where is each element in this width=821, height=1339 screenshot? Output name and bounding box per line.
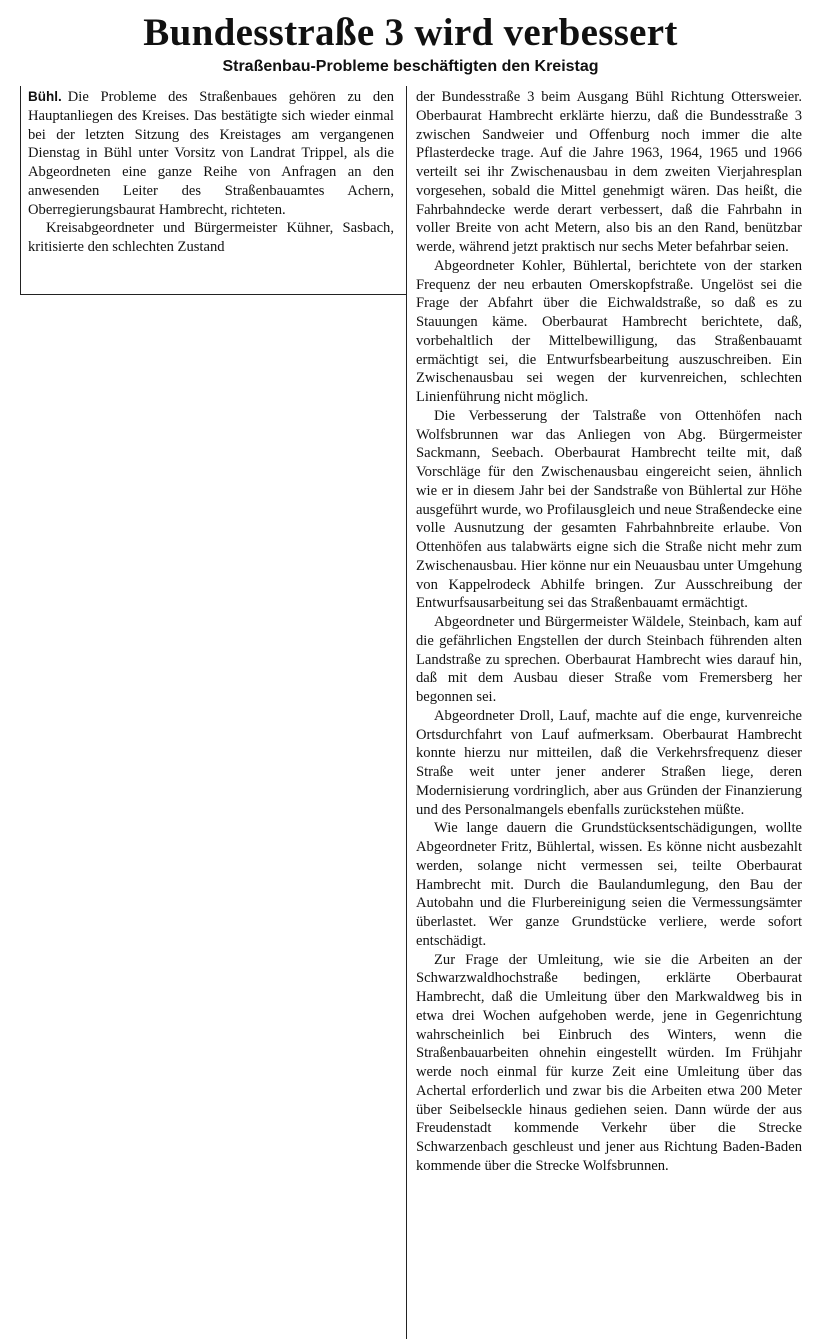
- article-left-column: [28, 88, 394, 257]
- subheadline: Straßenbau-Probleme beschäftigten den Kreistag: [222, 58, 599, 75]
- article-right-column: [416, 88, 802, 1176]
- article-paragraph: Kreisabgeordneter und Bürgermeister Kühner, Sasbach, kritisierte den schlechten Zustand: [28, 220, 394, 255]
- left-column-bottom-rule: [20, 294, 406, 295]
- article-paragraph: Abgeordneter und Bürgermeister Wäldele, Steinbach, kam auf die gefährlichen Engstellen der durch Steinbach führenden alten Landstraße zu sprechen. Oberbaurat Hambrecht wies darauf hin, daß mit dem Ausbau dieser Straße vom Fremersberg her begonnen sei.: [416, 614, 802, 705]
- paragraph-text: Die Probleme des Straßenbaues gehören zu den Hauptanliegen des Kreises. Das bestätigte sich wieder einmal bei der letzten Sitzung des Kreistages am vergangenen Dienstag in Bühl unter Vorsitz von Landrat Trippel, als die Abgeordneten eine ganze Reihe von Anfragen an den anwesenden Leiter des Straßenbauamtes Achern, Oberregierungsbaurat Hambrecht, richteten.: [28, 89, 394, 218]
- article-paragraph: [28, 88, 394, 219]
- column-divider: [406, 86, 407, 1339]
- headline: Bundesstraße 3 wird verbessert: [143, 11, 678, 54]
- dateline: Bühl.: [28, 89, 62, 104]
- article-paragraph: Die Verbesserung der Talstraße von Ottenhöfen nach Wolfsbrunnen war das Anliegen von Abg. Bürgermeister Sackmann, Seebach. Oberbaurat Hambrecht teilte mit, daß Vorschläge für den Zwischenausbau eingereicht seien, ähnlich wie er in diesem Jahr bei der Sandstraße von Bühlertal zur Höhe ausgeführt wurde, wo Profilausgleich und neue Straßendecke eine volle Ausnutzung der gesamten Fahrbahnbreite erlaube. Von Ottenhöfen aus talabwärts eigne sich die Straße nicht mehr zum Zwischenausbau. Hier könne nur ein Neuausbau unter Umgehung von Kappelrodeck Abhilfe bringen. Zur Ausschreibung der Entwurfsausarbeitung sei das Straßenbauamt ermächtigt.: [416, 407, 802, 612]
- left-column-border: [20, 86, 21, 294]
- article-paragraph: Zur Frage der Umleitung, wie sie die Arbeiten an der Schwarzwaldhochstraße bedingen, erklärte Oberbaurat Hambrecht, daß die Umleitung über den Markwaldweg bis in etwa drei Wochen aufgehoben werde, jene in Gegenrichtung wahrscheinlich bei Einbruch des Winters, wenn die Straßenbauarbeiten ohnehin eingestellt würden. Im Frühjahr werde noch einmal für kurze Zeit eine Umleitung über das Achertal erforderlich und zwar bis die Arbeiten etwa 200 Meter über Seibelseckle hinaus gediehen seien. Dann würde der aus Freudenstadt kommende Verkehr über die Strecke Schwarzenbach geschleust und jener aus Richtung Baden-Baden kommende über die Strecke Wolfsbrunnen.: [416, 951, 802, 1174]
- article-paragraph: Wie lange dauern die Grundstücksentschädigungen, wollte Abgeordneter Fritz, Bühlertal, wissen. Es könne nicht ausbezahlt werden, solange nicht vermessen sei, teilte Oberbaurat Hambrecht mit. Durch die Baulandumlegung, den Bau der Autobahn und die Flurbereinigung seien die Vermessungsämter überlastet. Wer ganze Grundstücke verliere, werde sofort entschädigt.: [416, 820, 802, 949]
- article-paragraph: Abgeordneter Droll, Lauf, machte auf die enge, kurvenreiche Ortsdurchfahrt von Lauf aufmerksam. Oberbaurat Hambrecht konnte hierzu nur mitteilen, daß die Verkehrsfrequenz dieser Straße weit unter jener anderer Straßen liege, deren Modernisierung vordringlich, aber aus Gründen der Finanzierung und des Personalmangels ebenfalls zurückstehen müßte.: [416, 707, 802, 818]
- article-paragraph: Abgeordneter Kohler, Bühlertal, berichtete von der starken Frequenz der neu erbauten Omerskopfstraße. Ungelöst sei die Frage der Abfahrt über die Eichwaldstraße, so daß es zu Stauungen käme. Oberbaurat Hambrecht berichtete, daß, vorbehaltlich der Mittelbewilligung, das Straßenbauamt ermächtigt sei, die Entwurfsbearbeitung auszuschreiben. Ein Zwischenausbau sei wegen der kurvenreichen, schlechten Linienführung nicht möglich.: [416, 257, 802, 405]
- article-paragraph: der Bundesstraße 3 beim Ausgang Bühl Richtung Ottersweier. Oberbaurat Hambrecht erklärte hierzu, daß die Bundesstraße 3 zwischen Sandweier und Offenburg noch immer die alte Pflasterdecke trage. Auf die Jahre 1963, 1964, 1965 und 1966 verteilt sei ihr Zwischenausbau in dem zweiten Vierjahresplan vorgesehen, sobald die Mittel genehmigt wären. Das heißt, die Fahrbahndecke werde derart verbessert, daß die Fahrbahn in voller Breite von acht Metern, also bis an den Rand, benützbar werde, während jetzt praktisch nur sechs Meter befahrbar seien.: [416, 89, 802, 255]
